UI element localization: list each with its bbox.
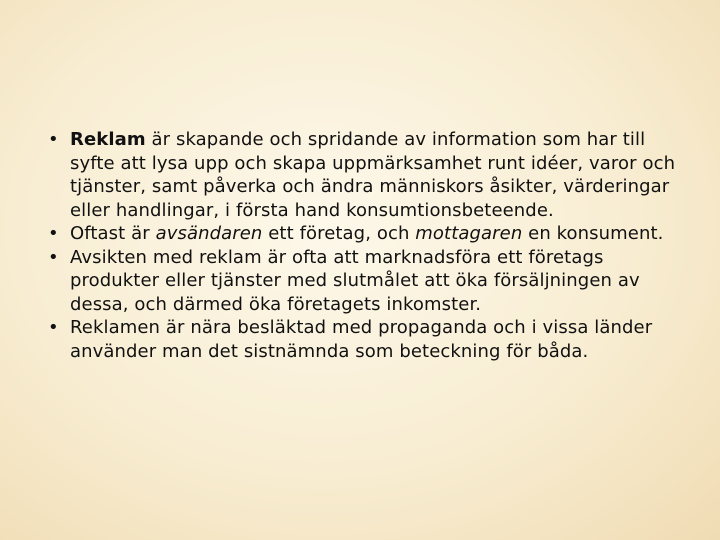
bullet-item-reklamen — [48, 316, 688, 363]
bullet-italic-avsandaren: avsändaren — [155, 223, 263, 244]
bullet-item-avsikten — [48, 246, 688, 317]
bullet-text-part: Oftast är — [70, 223, 156, 244]
bullet-text-part: en konsument. — [522, 223, 664, 244]
bullet-marker: • — [48, 317, 59, 338]
bullet-marker: • — [48, 129, 59, 150]
bullet-lead-bold: Reklam — [70, 129, 146, 150]
bullet-text-part: ett företag, och — [262, 223, 416, 244]
bullet-marker: • — [48, 223, 59, 244]
bullet-item-reklam — [48, 128, 688, 222]
bullet-italic-mottagaren: mottagaren — [415, 223, 523, 244]
bullet-text: är skapande och spridande av information som har till syfte att lysa upp och skapa uppmärksamhet runt idéer, varor och tjänster, samt påverka och ändra människors åsikter, värderingar eller handlingar, i första hand konsumtionsbeteende. — [70, 129, 676, 221]
bullet-item-oftast — [48, 222, 688, 246]
bullet-text: Reklamen är nära besläktad med propaganda och i vissa länder använder man det sistnämnda som beteckning för båda. — [70, 317, 653, 362]
bullet-text: Avsikten med reklam är ofta att marknadsföra ett företags produkter eller tjänster med slutmålet att öka försäljningen av dessa, och därmed öka företagets inkomster. — [70, 246, 640, 315]
bullet-marker: • — [48, 246, 59, 268]
bullet-list — [48, 128, 688, 363]
